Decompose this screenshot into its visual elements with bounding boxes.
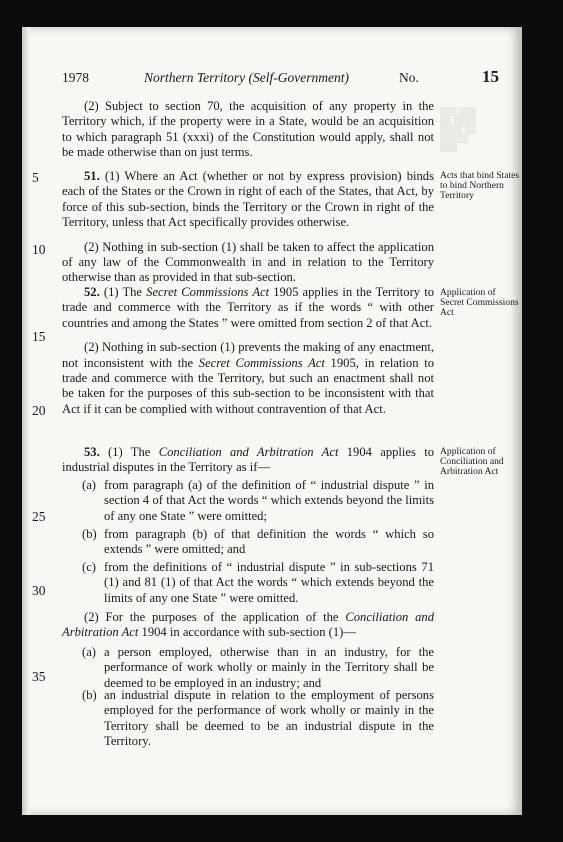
list-item [82, 478, 434, 524]
line-number: 35 [32, 669, 46, 684]
item-text: an industrial dispute in relation to the employment of persons employed for the performance of work wholly or mainly in the Territory shall be deemed to be an industrial dispute in the Territory. [104, 688, 434, 749]
line-number: 30 [32, 583, 46, 598]
bleed-through-marks: ▒▒▒ ▒▒▒ ▒▒ ▒▒▒▒ ▒▒▒▒ ▒▒ ▒▒▒▒▒ ▒▒▒ [440, 107, 477, 152]
line-number: 15 [32, 329, 46, 344]
list-item [82, 645, 434, 691]
line-number: 10 [32, 242, 46, 257]
item-text: from paragraph (a) of the definition of “ industrial dispute ” in section 4 of that Act the words “ which extends beyond the limits of any one State ” were omitted; [104, 478, 434, 523]
header-title: Northern Territory (Self-Government) [144, 70, 349, 85]
section-52-subsection-2: (2) Nothing in sub-section (1) prevents the making of any enactment, not inconsistent with the Secret Commissions Act 1905, in relation to trade and commerce with the Territory, but such an enactment shall not be taken for the purposes of this sub-section to be inconsistent with that Act if it can be complied with without contravention of that Act. [62, 340, 434, 416]
section-52-subsection-1: 52. (1) The Secret Commissions Act 1905 applies in the Territory to trade and commerce with the Territory as if the words “ with other countries and among the States ” were omitted from section 2 of that Act. [62, 285, 435, 330]
list-item [82, 527, 434, 558]
section-number: 52. [84, 285, 100, 299]
margin-note-section-51: Acts that bind States to bind Northern Territory [440, 170, 520, 201]
act-title: Secret Commissions Act [146, 285, 270, 299]
paragraph-text: (1) Where an Act (whether or not by express provision) binds each of the States or the Crown in right of each of the States, that Act, by force of this sub-section, binds the Territory or the Crown in right of the Territory, unless that Act specifically provides otherwise. [62, 169, 434, 230]
page-fold-shadow [22, 27, 30, 815]
section-50-subsection-2 [62, 99, 434, 161]
item-label: (a) [82, 478, 96, 492]
item-label: (c) [82, 560, 96, 574]
section-52 [62, 285, 434, 417]
paragraph-text: (2) Subject to section 70, the acquisition of any property in the Territory which, if the property were in a State, would be an acquisition to which paragraph 51 (xxxi) of the Constitution would apply, shall not be made otherwise than on just terms. [62, 99, 434, 160]
header-year: 1978 [62, 70, 89, 85]
list-item [82, 560, 434, 606]
section-53-subsection-1: 53. (1) The Conciliation and Arbitration Act 1904 applies to industrial disputes in the Territory as if— [62, 445, 434, 475]
section-51-subsection-2: (2) Nothing in sub-section (1) shall be taken to affect the application of any law of the Commonwealth in and in relation to the Territory otherwise than as provided in that sub-section. [62, 239, 434, 285]
act-title: Conciliation and Arbitration Act [62, 610, 434, 640]
item-text: a person employed, otherwise than in an industry, for the performance of work wholly or mainly in the Territory shall be deemed to be employed in an industry; and [104, 645, 434, 690]
item-label: (a) [82, 645, 96, 659]
section-53-subsection-2: (2) For the purposes of the application of the Conciliation and Arbitration Act 1904 in accordance with sub-section (1)— [62, 610, 434, 640]
section-51-subsection-1 [62, 169, 434, 231]
item-label: (b) [82, 527, 97, 541]
section-number: 51. [84, 169, 100, 183]
margin-note-section-52: Application of Secret Commissions Act [440, 287, 519, 318]
section-51 [62, 169, 434, 286]
act-title: Conciliation and Arbitration Act [158, 445, 339, 459]
item-text: from the definitions of “ industrial dispute ” in sub-sections 71 (1) and 81 (1) of that Act the words “ which extends beyond the limits of any one State ” were omitted. [104, 560, 434, 605]
document-page [22, 27, 522, 815]
page-number: 15 [482, 67, 499, 86]
act-title: Secret Commissions Act [198, 355, 325, 370]
item-label: (b) [82, 688, 97, 702]
item-text: from paragraph (b) of that definition the words “ which so extends ” were omitted; and [104, 527, 434, 557]
margin-note-section-53: Application of Conciliation and Arbitration Act [440, 446, 504, 477]
section-number: 53. [84, 445, 100, 459]
header-number-label: No. [399, 70, 419, 85]
line-number: 20 [32, 403, 46, 418]
line-number: 5 [32, 170, 39, 185]
line-number: 25 [32, 509, 46, 524]
list-item [82, 688, 434, 750]
